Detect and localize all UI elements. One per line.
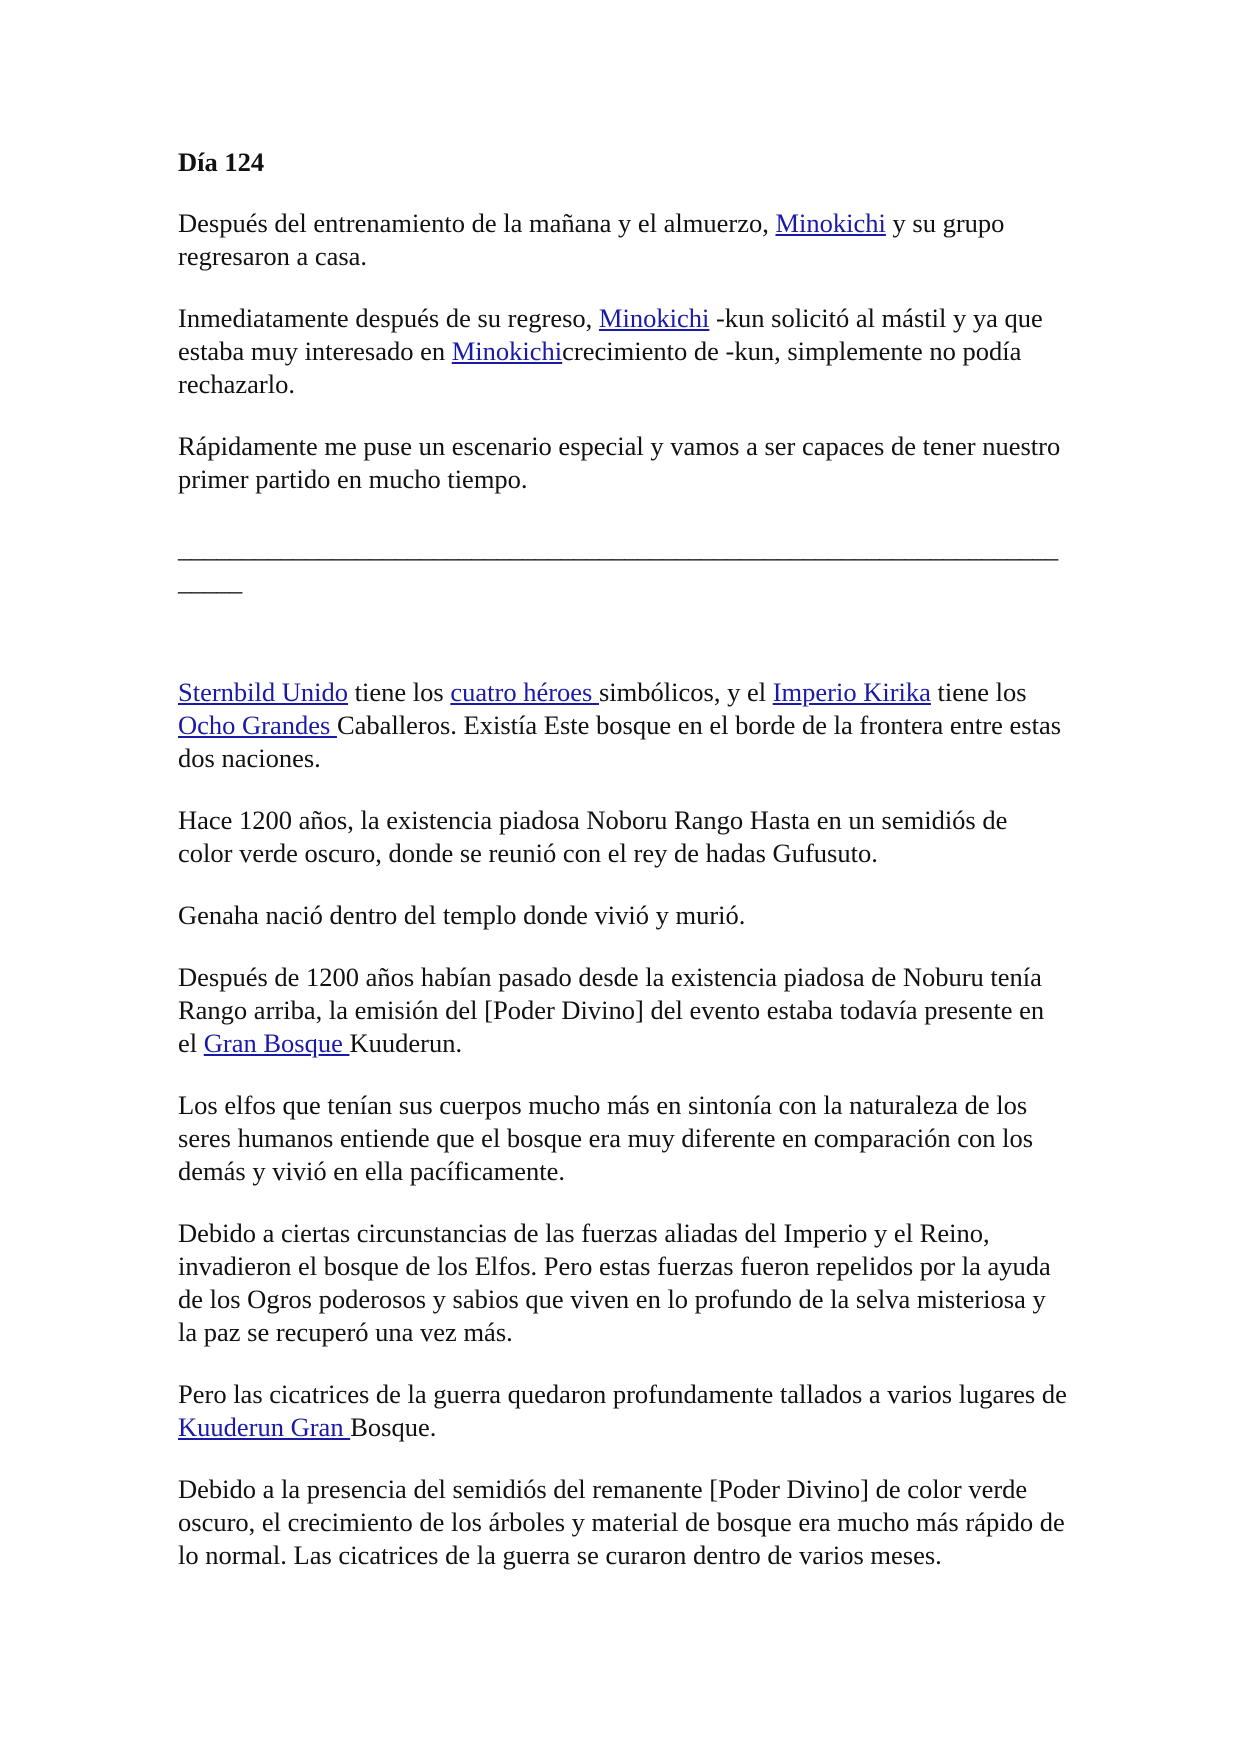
wiki-link[interactable]: Sternbild Unido [178,677,349,707]
section-intro [178,207,1068,496]
paragraph-text: Debido a la presencia del semidiós del remanente [Poder Divino] de color verde oscuro, el crecimiento de los árboles y material de bosque era mucho más rápido de lo normal. Las cicatrices de la guerra se curaron dentro de varios meses. [178,1474,1065,1570]
paragraph-text: y su grupo regresaron a casa. [178,208,1005,271]
paragraph [178,961,1068,1060]
paragraph [178,1473,1068,1572]
paragraph-text: crecimiento de -kun, simplemente no podía rechazarlo. [178,336,1022,399]
paragraph-text: Inmediatamente después de su regreso, [178,303,599,333]
paragraph-text: Bosque. [350,1412,437,1442]
wiki-link[interactable]: Imperio Kirika [772,677,931,707]
paragraph-text: Pero las cicatrices de la guerra quedaron profundamente tallados a varios lugares de [178,1379,1067,1409]
paragraph-text: Después del entrenamiento de la mañana y el almuerzo, [178,208,776,238]
paragraph-text: Rápidamente me puse un escenario especial y vamos a ser capaces de tener nuestro primer partido en mucho tiempo. [178,431,1061,494]
paragraph-text: tiene los [930,677,1027,707]
paragraph-text: simbólicos, y el [598,677,773,707]
paragraph [178,1217,1068,1349]
document-page [178,146,1068,1601]
paragraph [178,430,1068,496]
paragraph-text: Kuuderun. [349,1028,463,1058]
paragraph-text: -kun solicitó al mástil y ya que estaba muy interesado en [178,303,1043,366]
paragraph [178,1089,1068,1188]
chapter-title: Día 124 [178,147,265,177]
paragraph [178,899,1068,932]
paragraph-text: Caballeros. Existía Este bosque en el borde de la frontera entre estas dos naciones. [178,710,1062,773]
wiki-link[interactable]: Ocho Grandes [178,710,337,740]
wiki-link[interactable]: Gran Bosque [203,1028,350,1058]
paragraph [178,676,1068,775]
paragraph-text: tiene los [348,677,451,707]
paragraph-text: Después de 1200 años habían pasado desde la existencia piadosa de Noburu tenía Rango arriba, la emisión del [Poder Divino] del evento estaba todavía presente en el [178,962,1045,1058]
wiki-link[interactable]: Minokichi [598,303,710,333]
separator-line: __________________________________________________________________________ [178,533,1058,596]
paragraph-text: Genaha nació dentro del templo donde vivió y murió. [178,900,746,930]
paragraph-text: Debido a ciertas circunstancias de las fuerzas aliadas del Imperio y el Reino, invadieron el bosque de los Elfos. Pero estas fuerzas fueron repelidos por la ayuda de los Ogros poderosos y sabios que viven en lo profundo de la selva misteriosa y la paz se recuperó una vez más. [178,1218,1051,1347]
wiki-link[interactable]: Minokichi [451,336,563,366]
wiki-link[interactable]: cuatro héroes [450,677,599,707]
section-story [178,676,1068,1572]
paragraph [178,804,1068,870]
paragraph [178,302,1068,401]
wiki-link[interactable]: Minokichi [775,208,886,238]
wiki-link[interactable]: Kuuderun Gran [178,1412,351,1442]
paragraph-text: Hace 1200 años, la existencia piadosa Noboru Rango Hasta en un semidiós de color verde oscuro, donde se reunió con el rey de hadas Gufusuto. [178,805,1008,868]
paragraph-text: Los elfos que tenían sus cuerpos mucho más en sintonía con la naturaleza de los seres humanos entiende que el bosque era muy diferente en comparación con los demás y vivió en ella pacíficamente. [178,1090,1034,1186]
paragraph [178,207,1068,273]
paragraph [178,1378,1068,1444]
